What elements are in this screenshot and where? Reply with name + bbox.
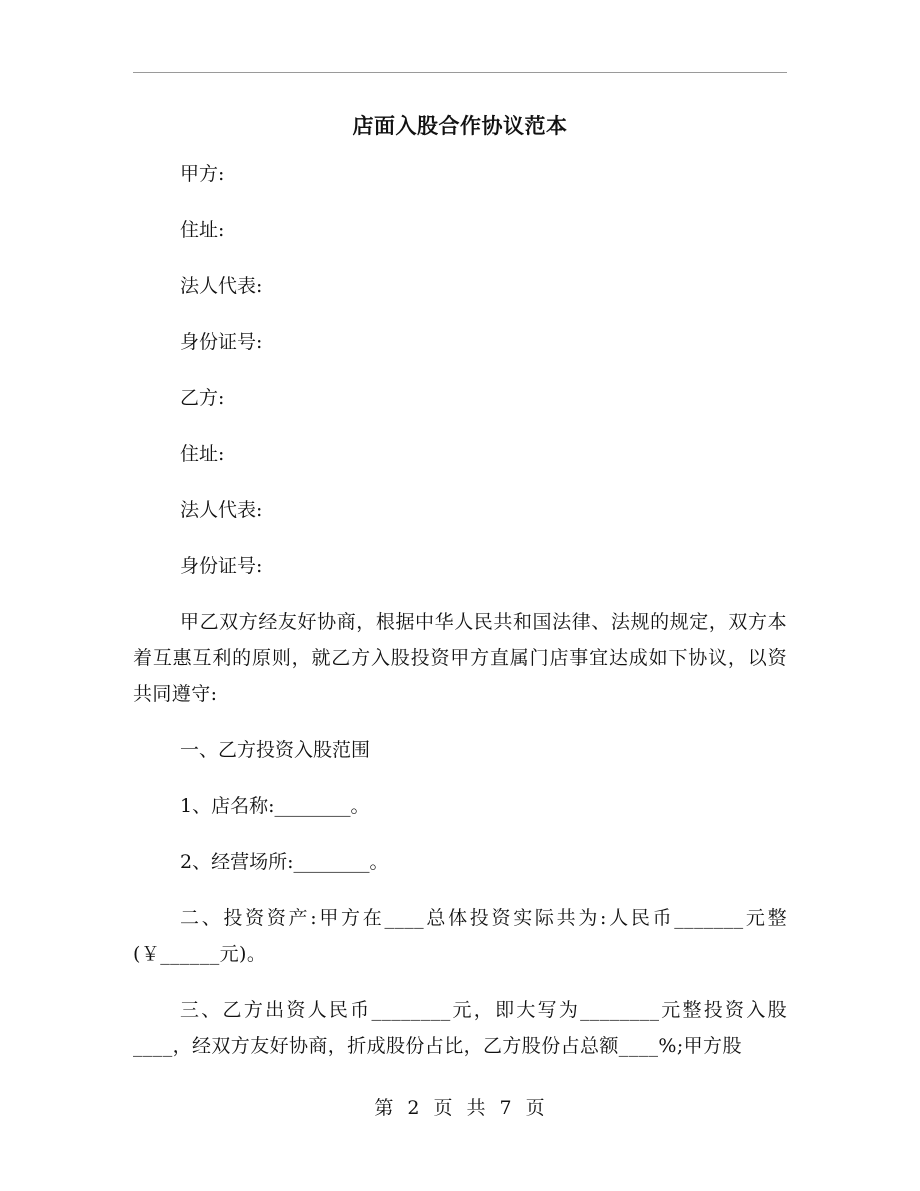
document-title: 店面入股合作协议范本 xyxy=(352,113,568,138)
page-number-footer: 第 2 页 共 7 页 xyxy=(374,1097,546,1119)
party-a-legal-rep-label: 法人代表: xyxy=(180,275,263,297)
section-1-heading: 一、乙方投资入股范围 xyxy=(180,739,371,761)
section-2-paragraph: 二、投资资产:甲方在____总体投资实际共为:人民币_______元整(￥______元)。 xyxy=(133,907,787,965)
party-a-name-label: 甲方: xyxy=(180,163,225,185)
party-b-legal-rep-label: 法人代表: xyxy=(180,499,263,521)
item-1-store-name: 1、店名称:________。 xyxy=(180,795,370,817)
preamble-paragraph: 甲乙双方经友好协商，根据中华人民共和国法律、法规的规定，双方本着互惠互利的原则，就乙方入股投资甲方直属门店事宜达成如下协议，以资共同遵守: xyxy=(133,611,787,705)
party-b-address-label: 住址: xyxy=(180,443,225,465)
item-2-business-location: 2、经营场所:________。 xyxy=(180,851,389,873)
section-3-paragraph: 三、乙方出资人民币________元，即大写为________元整投资入股____，经双方友好协商，折成股份占比，乙方股份占总额____%;甲方股 xyxy=(133,999,787,1057)
document-body xyxy=(133,156,787,1084)
party-a-address-label: 住址: xyxy=(180,219,225,241)
header-rule xyxy=(133,72,787,73)
party-b-id-label: 身份证号: xyxy=(180,555,263,577)
party-a-id-label: 身份证号: xyxy=(180,331,263,353)
party-b-name-label: 乙方: xyxy=(180,387,225,409)
